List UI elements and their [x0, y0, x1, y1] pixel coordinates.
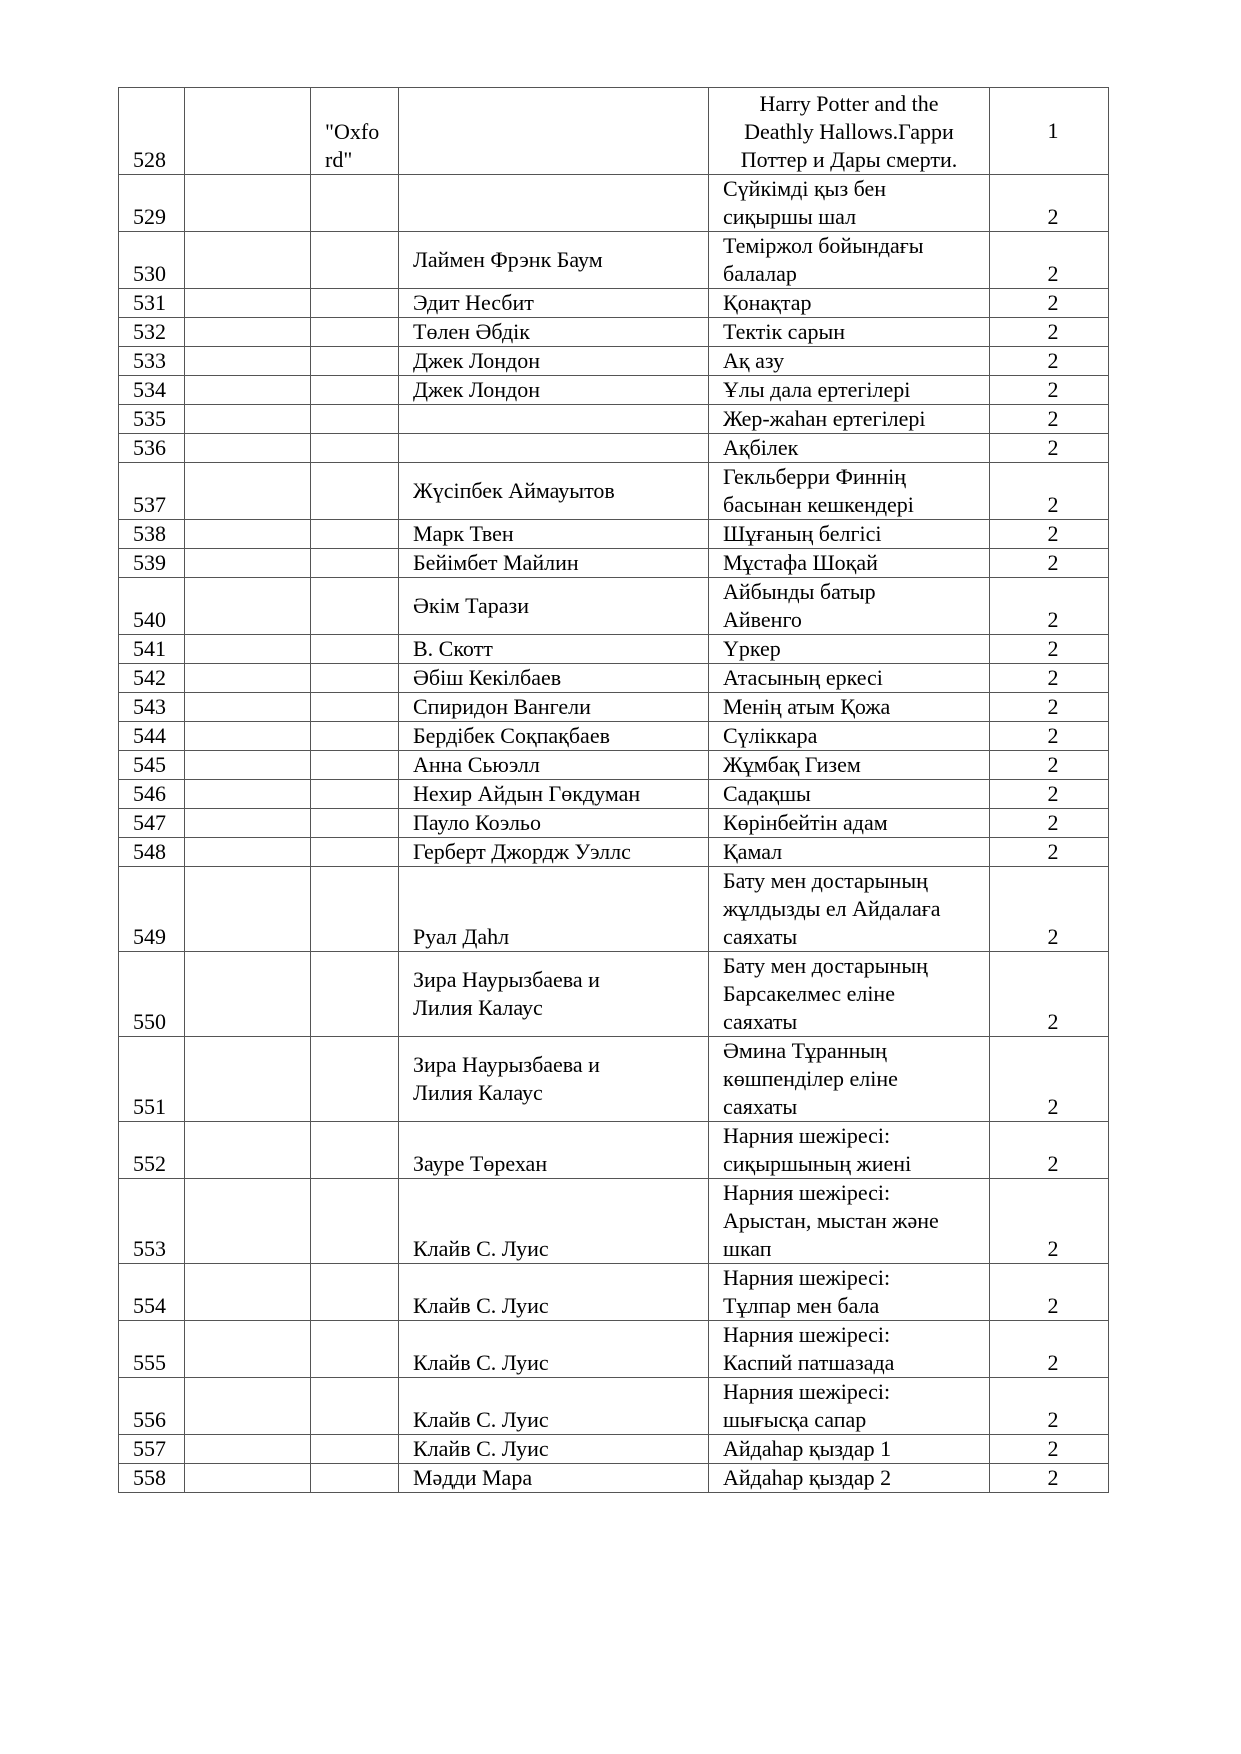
- title-cell: Harry Potter and the Deathly Hallows.Гарри Поттер и Дары смерти.: [709, 88, 990, 175]
- table-row: [119, 289, 1109, 318]
- publisher-cell: [311, 751, 399, 780]
- publisher-cell: [311, 664, 399, 693]
- author-cell: Клайв С. Луис: [399, 1179, 709, 1264]
- row-number-cell: 548: [119, 838, 185, 867]
- table-row: [119, 1464, 1109, 1493]
- author-cell: Төлен Әбдік: [399, 318, 709, 347]
- empty-cell: [185, 463, 311, 520]
- quantity-cell: 2: [990, 405, 1109, 434]
- row-number-cell: 538: [119, 520, 185, 549]
- quantity-cell: 2: [990, 318, 1109, 347]
- row-number-cell: 545: [119, 751, 185, 780]
- empty-cell: [185, 434, 311, 463]
- row-number-cell: 547: [119, 809, 185, 838]
- title-cell: Ақбілек: [709, 434, 990, 463]
- table-row: [119, 1321, 1109, 1378]
- publisher-cell: "Oxfo rd": [311, 88, 399, 175]
- empty-cell: [185, 405, 311, 434]
- quantity-cell: 2: [990, 1464, 1109, 1493]
- table-row: [119, 780, 1109, 809]
- table-row: [119, 1179, 1109, 1264]
- table-row: [119, 434, 1109, 463]
- quantity-cell: 2: [990, 693, 1109, 722]
- quantity-cell: 2: [990, 175, 1109, 232]
- author-cell: Лаймен Фрэнк Баум: [399, 232, 709, 289]
- row-number-cell: 543: [119, 693, 185, 722]
- table-row: [119, 693, 1109, 722]
- row-number-cell: 553: [119, 1179, 185, 1264]
- table-row: [119, 952, 1109, 1037]
- title-cell: Нарния шежіресі: Арыстан, мыстан және шкап: [709, 1179, 990, 1264]
- title-cell: Тектік сарын: [709, 318, 990, 347]
- table-row: [119, 867, 1109, 952]
- title-cell: Көрінбейтін адам: [709, 809, 990, 838]
- empty-cell: [185, 1378, 311, 1435]
- quantity-cell: 2: [990, 867, 1109, 952]
- row-number-cell: 534: [119, 376, 185, 405]
- title-cell: Бату мен достарының жұлдызды ел Айдалаға саяхаты: [709, 867, 990, 952]
- row-number-cell: 528: [119, 88, 185, 175]
- author-cell: Джек Лондон: [399, 347, 709, 376]
- row-number-cell: 541: [119, 635, 185, 664]
- quantity-cell: 2: [990, 809, 1109, 838]
- quantity-cell: 2: [990, 520, 1109, 549]
- publisher-cell: [311, 175, 399, 232]
- table-row: [119, 88, 1109, 175]
- title-cell: Нарния шежіресі: Каспий патшазада: [709, 1321, 990, 1378]
- title-cell: Жер-жаһан ертегілері: [709, 405, 990, 434]
- publisher-cell: [311, 1264, 399, 1321]
- quantity-cell: 2: [990, 635, 1109, 664]
- empty-cell: [185, 780, 311, 809]
- row-number-cell: 533: [119, 347, 185, 376]
- author-cell: Жүсіпбек Аймауытов: [399, 463, 709, 520]
- empty-cell: [185, 722, 311, 751]
- title-cell: Жұмбақ Гизем: [709, 751, 990, 780]
- publisher-cell: [311, 867, 399, 952]
- quantity-cell: 2: [990, 232, 1109, 289]
- row-number-cell: 555: [119, 1321, 185, 1378]
- publisher-cell: [311, 780, 399, 809]
- row-number-cell: 542: [119, 664, 185, 693]
- publisher-cell: [311, 520, 399, 549]
- author-cell: Зауре Төрехан: [399, 1122, 709, 1179]
- empty-cell: [185, 1179, 311, 1264]
- publisher-cell: [311, 1378, 399, 1435]
- author-cell: Бейімбет Майлин: [399, 549, 709, 578]
- title-cell: Айбынды батыр Айвенго: [709, 578, 990, 635]
- row-number-cell: 557: [119, 1435, 185, 1464]
- publisher-cell: [311, 952, 399, 1037]
- title-cell: Әмина Тұранның көшпенділер еліне саяхаты: [709, 1037, 990, 1122]
- author-cell: Эдит Несбит: [399, 289, 709, 318]
- empty-cell: [185, 175, 311, 232]
- author-cell: Бердібек Соқпақбаев: [399, 722, 709, 751]
- author-cell: Руал Даһл: [399, 867, 709, 952]
- table-row: [119, 175, 1109, 232]
- row-number-cell: 531: [119, 289, 185, 318]
- empty-cell: [185, 635, 311, 664]
- quantity-cell: 2: [990, 347, 1109, 376]
- row-number-cell: 544: [119, 722, 185, 751]
- publisher-cell: [311, 1179, 399, 1264]
- publisher-cell: [311, 405, 399, 434]
- title-cell: Қонақтар: [709, 289, 990, 318]
- publisher-cell: [311, 635, 399, 664]
- author-cell: Мәдди Мара: [399, 1464, 709, 1493]
- author-cell: Нехир Айдын Гөкдуман: [399, 780, 709, 809]
- empty-cell: [185, 664, 311, 693]
- row-number-cell: 535: [119, 405, 185, 434]
- quantity-cell: 2: [990, 376, 1109, 405]
- row-number-cell: 536: [119, 434, 185, 463]
- title-cell: Сүліккара: [709, 722, 990, 751]
- author-cell: Джек Лондон: [399, 376, 709, 405]
- author-cell: Зира Наурызбаева и Лилия Калаус: [399, 1037, 709, 1122]
- table-row: [119, 751, 1109, 780]
- title-cell: Сүйкімді қыз бен сиқыршы шал: [709, 175, 990, 232]
- author-cell: Әбіш Кекілбаев: [399, 664, 709, 693]
- quantity-cell: 2: [990, 1321, 1109, 1378]
- empty-cell: [185, 1037, 311, 1122]
- empty-cell: [185, 952, 311, 1037]
- publisher-cell: [311, 549, 399, 578]
- publisher-cell: [311, 1037, 399, 1122]
- author-cell: Марк Твен: [399, 520, 709, 549]
- title-cell: Гекльберри Финнің басынан кешкендері: [709, 463, 990, 520]
- empty-cell: [185, 88, 311, 175]
- title-cell: Үркер: [709, 635, 990, 664]
- empty-cell: [185, 693, 311, 722]
- book-list-table: [118, 87, 1109, 1493]
- quantity-cell: 2: [990, 780, 1109, 809]
- author-cell: В. Скотт: [399, 635, 709, 664]
- empty-cell: [185, 1321, 311, 1378]
- empty-cell: [185, 1264, 311, 1321]
- table-row: [119, 1122, 1109, 1179]
- table-row: [119, 232, 1109, 289]
- publisher-cell: [311, 809, 399, 838]
- table-row: [119, 318, 1109, 347]
- title-cell: Шұғаның белгісі: [709, 520, 990, 549]
- publisher-cell: [311, 693, 399, 722]
- author-cell: Анна Сьюэлл: [399, 751, 709, 780]
- publisher-cell: [311, 1464, 399, 1493]
- title-cell: Нарния шежіресі: шығысқа сапар: [709, 1378, 990, 1435]
- empty-cell: [185, 809, 311, 838]
- row-number-cell: 552: [119, 1122, 185, 1179]
- author-cell: Клайв С. Луис: [399, 1321, 709, 1378]
- row-number-cell: 529: [119, 175, 185, 232]
- table-row: [119, 722, 1109, 751]
- title-cell: Теміржол бойындағы балалар: [709, 232, 990, 289]
- quantity-cell: 2: [990, 434, 1109, 463]
- author-cell: Пауло Коэльо: [399, 809, 709, 838]
- table-row: [119, 376, 1109, 405]
- empty-cell: [185, 232, 311, 289]
- row-number-cell: 530: [119, 232, 185, 289]
- quantity-cell: 2: [990, 578, 1109, 635]
- title-cell: Айдаһар қыздар 2: [709, 1464, 990, 1493]
- empty-cell: [185, 751, 311, 780]
- author-cell: [399, 405, 709, 434]
- quantity-cell: 2: [990, 838, 1109, 867]
- publisher-cell: [311, 289, 399, 318]
- row-number-cell: 549: [119, 867, 185, 952]
- author-cell: Клайв С. Луис: [399, 1435, 709, 1464]
- title-cell: Садақшы: [709, 780, 990, 809]
- table-row: [119, 664, 1109, 693]
- table-row: [119, 1264, 1109, 1321]
- empty-cell: [185, 520, 311, 549]
- table-row: [119, 838, 1109, 867]
- empty-cell: [185, 289, 311, 318]
- publisher-cell: [311, 1435, 399, 1464]
- title-cell: Атасының еркесі: [709, 664, 990, 693]
- quantity-cell: 2: [990, 463, 1109, 520]
- author-cell: Әкім Тарази: [399, 578, 709, 635]
- table-row: [119, 578, 1109, 635]
- publisher-cell: [311, 1122, 399, 1179]
- empty-cell: [185, 347, 311, 376]
- title-cell: Айдаһар қыздар 1: [709, 1435, 990, 1464]
- quantity-cell: 2: [990, 751, 1109, 780]
- quantity-cell: 2: [990, 1435, 1109, 1464]
- quantity-cell: 2: [990, 722, 1109, 751]
- row-number-cell: 539: [119, 549, 185, 578]
- title-cell: Нарния шежіресі: Тұлпар мен бала: [709, 1264, 990, 1321]
- author-cell: Герберт Джордж Уэллс: [399, 838, 709, 867]
- quantity-cell: 2: [990, 1264, 1109, 1321]
- author-cell: Клайв С. Луис: [399, 1378, 709, 1435]
- row-number-cell: 551: [119, 1037, 185, 1122]
- quantity-cell: 2: [990, 1179, 1109, 1264]
- empty-cell: [185, 1122, 311, 1179]
- empty-cell: [185, 376, 311, 405]
- table-row: [119, 635, 1109, 664]
- title-cell: Мұстафа Шоқай: [709, 549, 990, 578]
- quantity-cell: 2: [990, 289, 1109, 318]
- publisher-cell: [311, 722, 399, 751]
- empty-cell: [185, 549, 311, 578]
- table-row: [119, 520, 1109, 549]
- quantity-cell: 2: [990, 952, 1109, 1037]
- author-cell: Клайв С. Луис: [399, 1264, 709, 1321]
- empty-cell: [185, 867, 311, 952]
- table-row: [119, 347, 1109, 376]
- publisher-cell: [311, 376, 399, 405]
- publisher-cell: [311, 1321, 399, 1378]
- title-cell: Бату мен достарының Барсакелмес еліне саяхаты: [709, 952, 990, 1037]
- publisher-cell: [311, 232, 399, 289]
- publisher-cell: [311, 318, 399, 347]
- quantity-cell: 2: [990, 549, 1109, 578]
- publisher-cell: [311, 434, 399, 463]
- author-cell: Зира Наурызбаева и Лилия Калаус: [399, 952, 709, 1037]
- table-row: [119, 1037, 1109, 1122]
- empty-cell: [185, 1464, 311, 1493]
- quantity-cell: 2: [990, 664, 1109, 693]
- title-cell: Менің атым Қожа: [709, 693, 990, 722]
- author-cell: Спиридон Вангели: [399, 693, 709, 722]
- row-number-cell: 550: [119, 952, 185, 1037]
- author-cell: [399, 434, 709, 463]
- table-row: [119, 1435, 1109, 1464]
- table-row: [119, 1378, 1109, 1435]
- publisher-cell: [311, 347, 399, 376]
- empty-cell: [185, 318, 311, 347]
- quantity-cell: 1: [990, 88, 1109, 175]
- publisher-cell: [311, 578, 399, 635]
- author-cell: [399, 88, 709, 175]
- table-row: [119, 809, 1109, 838]
- row-number-cell: 556: [119, 1378, 185, 1435]
- title-cell: Ақ азу: [709, 347, 990, 376]
- row-number-cell: 558: [119, 1464, 185, 1493]
- row-number-cell: 554: [119, 1264, 185, 1321]
- table-row: [119, 405, 1109, 434]
- row-number-cell: 540: [119, 578, 185, 635]
- empty-cell: [185, 838, 311, 867]
- quantity-cell: 2: [990, 1122, 1109, 1179]
- row-number-cell: 532: [119, 318, 185, 347]
- empty-cell: [185, 1435, 311, 1464]
- title-cell: Нарния шежіресі: сиқыршының жиені: [709, 1122, 990, 1179]
- quantity-cell: 2: [990, 1378, 1109, 1435]
- row-number-cell: 537: [119, 463, 185, 520]
- quantity-cell: 2: [990, 1037, 1109, 1122]
- author-cell: [399, 175, 709, 232]
- publisher-cell: [311, 838, 399, 867]
- table-row: [119, 549, 1109, 578]
- publisher-cell: [311, 463, 399, 520]
- table-row: [119, 463, 1109, 520]
- empty-cell: [185, 578, 311, 635]
- title-cell: Қамал: [709, 838, 990, 867]
- title-cell: Ұлы дала ертегілері: [709, 376, 990, 405]
- table-body: [119, 88, 1109, 1493]
- row-number-cell: 546: [119, 780, 185, 809]
